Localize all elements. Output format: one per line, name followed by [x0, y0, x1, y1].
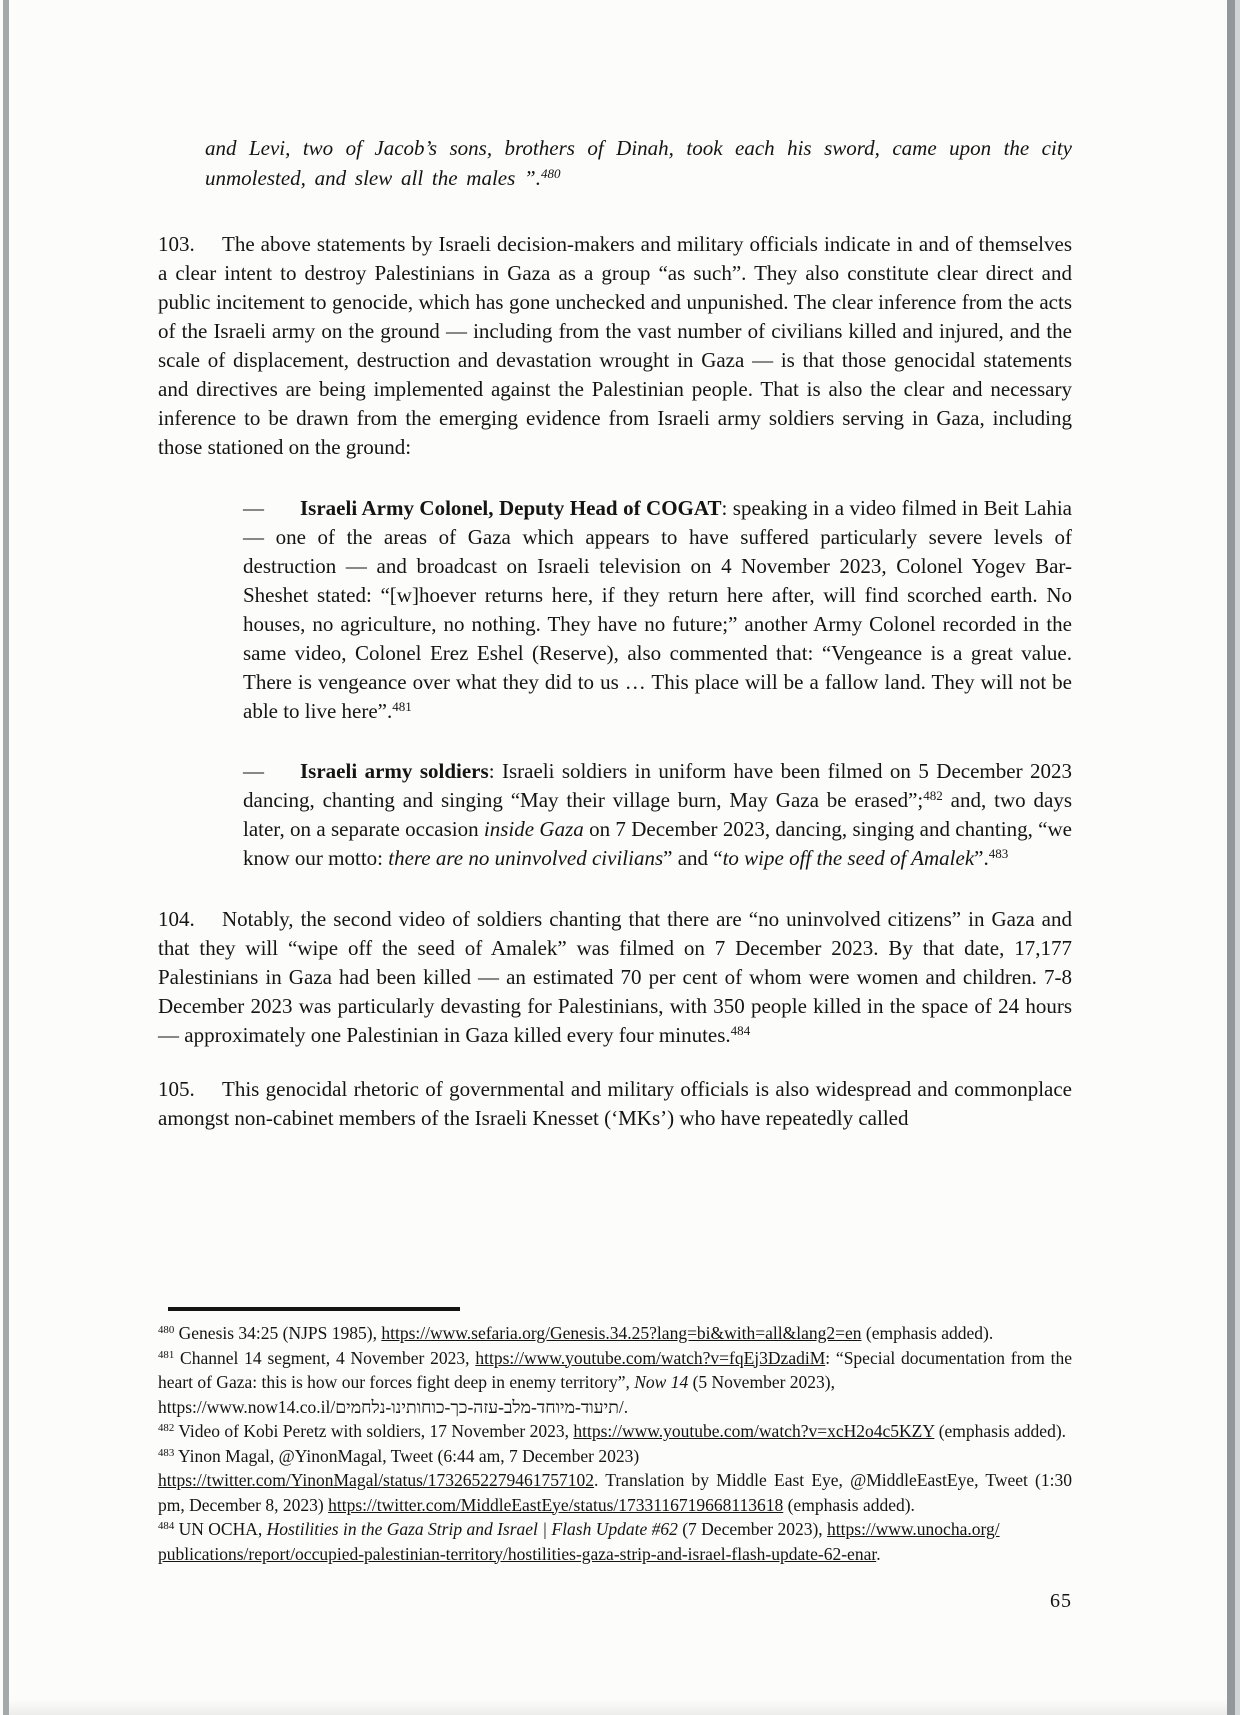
text-run: (5 November 2023), — [688, 1372, 835, 1392]
text-run: and, two days later, on a separate occasion — [243, 788, 1072, 841]
text-run: Israeli Army Colonel, Deputy Head of COGAT — [300, 496, 722, 520]
paragraph-number: 105. — [158, 1077, 195, 1101]
footnote-480 — [158, 1321, 1072, 1346]
footnote-ref: 480 — [158, 1324, 175, 1337]
text-run: inside Gaza — [483, 817, 584, 841]
footnote-ref: 484 — [730, 1022, 751, 1038]
text-run: UN OCHA, — [174, 1519, 267, 1539]
bullet-dash: — — [243, 759, 264, 783]
paragraph-103 — [158, 230, 1072, 462]
text-run: on 7 December 2023, dancing, singing and chanting, “we know our motto: — [243, 817, 1072, 870]
text-run: there are no uninvolved civilians — [388, 846, 664, 870]
paragraph-104 — [158, 905, 1072, 1050]
scan-right-edge-light — [1235, 0, 1240, 1715]
text-run: Yinon Magal, @YinonMagal, Tweet (6:44 am, 7 December 2023) — [174, 1445, 640, 1466]
footnote-ref: 484 — [158, 1520, 175, 1533]
text-run: Israeli army soldiers — [300, 759, 489, 783]
text-run: : Israeli soldiers in uniform have been filmed on 5 December 2023 dancing, chanting and singing “May their village burn, May Gaza be erased”; — [243, 759, 1072, 812]
text-run: Video of Kobi Peretz with soldiers, 17 November 2023, — [174, 1421, 574, 1441]
text-run: . Translation by Middle East Eye, @MiddleEastEye, Tweet (1:30 pm, December 8, 2023) — [158, 1470, 1072, 1515]
text-run: (emphasis added). — [861, 1323, 994, 1343]
bullet-text — [243, 759, 1072, 870]
paragraph-number: 104. — [158, 907, 195, 931]
text-run: (emphasis added). — [934, 1421, 1067, 1441]
bullet-army-colonel-cogat — [243, 494, 1072, 726]
footnote-ref: 481 — [158, 1348, 175, 1361]
text-run: : “Special documentation from the heart of Gaza: this is how our forces fight deep in enemy territory”, — [158, 1347, 1072, 1392]
footnote-484 — [158, 1517, 1072, 1566]
page-number: 65 — [1050, 1590, 1072, 1612]
text-run: This genocidal rhetoric of governmental and military officials is also widespread and commonplace amongst non-cabinet members of the Israeli Knesset (‘MKs’) who have repeatedly called — [158, 1077, 1072, 1130]
text-run: https://www.now14.co.il/תיעוד-מיוחד-מלב-עזה-כך-כוחותינו-נלחמים/. — [158, 1396, 629, 1417]
bullet-dash: — — [243, 496, 264, 520]
block-quote — [205, 133, 1072, 193]
footnote-separator — [168, 1307, 460, 1311]
bullet-text — [243, 496, 1072, 723]
link-url[interactable]: https://www.youtube.com/watch?v=xcH2o4c5KZY — [573, 1421, 935, 1441]
footnote-ref: 481 — [392, 698, 412, 714]
text-run: (7 December 2023), — [677, 1519, 828, 1539]
footnote-482 — [158, 1419, 1072, 1444]
text-run: Channel 14 segment, 4 November 2023, — [174, 1347, 476, 1368]
footnote-483 — [158, 1444, 1072, 1518]
text-run: and Levi, two of Jacob’s sons, brothers of Dinah, took each his sword, came upon the city unmolested, and slew all the males ”. — [205, 136, 1072, 190]
paragraph-text — [158, 232, 1072, 459]
footnote-481 — [158, 1346, 1072, 1420]
text-run: The above statements by Israeli decision-makers and military officials indicate in and of themselves a clear intent to destroy Palestinians in Gaza as a group “as such”. They also constitute clear direct and public incitement to genocide, which has gone unchecked and unpunished. The clear inference from the acts of the Israeli army on the ground — including from the vast number of civilians killed and injured, and the scale of displacement, destruction and devastation wrought in Gaza — is that those genocidal statements and directives are being implemented against the Palestinian people. That is also the clear and necessary inference to be drawn from the emerging evidence from Israeli army soldiers serving in Gaza, including those stationed on the ground: — [158, 232, 1072, 459]
footnote-ref: 483 — [988, 845, 1009, 861]
text-run: Notably, the second video of soldiers chanting that there are “no uninvolved citizens” in Gaza and that they will “wipe off the seed of Amalek” was filmed on 7 December 2023. By that date, 17,177 Palestinians in Gaza had been killed — an estimated 70 per cent of whom were women and children. 7-8 December 2023 was particularly devasting for Palestinians, with 350 people killed in the space of 24 hours — approximately one Palestinian in Gaza killed every four minutes. — [158, 907, 1072, 1047]
footnote-ref: 482 — [158, 1422, 175, 1435]
link-url[interactable]: https://twitter.com/YinonMagal/status/1732652279461757102 — [158, 1470, 595, 1490]
footnote-ref: 482 — [923, 787, 943, 803]
text-run: Now 14 — [634, 1372, 689, 1392]
text-run: to wipe off the seed of Amalek — [722, 846, 975, 870]
text-run: Hostilities in the Gaza Strip and Israel | Flash Update #62 — [266, 1519, 678, 1539]
scan-bottom-shade — [9, 1700, 1227, 1715]
bullet-army-soldiers — [243, 757, 1072, 873]
scan-left-edge — [3, 0, 9, 1715]
link-url[interactable]: https://www.unocha.org/ — [827, 1519, 1000, 1539]
paragraph-number: 103. — [158, 232, 195, 256]
footnote-ref: 480 — [540, 165, 561, 181]
footnotes-section — [158, 1321, 1072, 1566]
paragraph-105 — [158, 1075, 1072, 1133]
footnote-ref: 483 — [158, 1446, 175, 1459]
text-run: ” and “ — [663, 846, 723, 870]
scan-right-edge — [1227, 0, 1235, 1715]
link-url[interactable]: https://twitter.com/MiddleEastEye/status/1733116719668113618 — [328, 1494, 784, 1515]
paragraph-text — [158, 1077, 1072, 1130]
link-url[interactable]: https://www.youtube.com/watch?v=fqEj3DzadiM — [475, 1347, 826, 1368]
text-run: ”. — [974, 846, 989, 870]
paragraph-text — [158, 907, 1072, 1047]
text-run: Genesis 34:25 (NJPS 1985), — [174, 1323, 382, 1343]
text-run: : speaking in a video filmed in Beit Lahia — one of the areas of Gaza which appears to have suffered particularly severe levels of destruction — and broadcast on Israeli television on 4 November 2023, Colonel Yogev Bar-Sheshet stated: “[w]hoever returns here, if they return here after, will find scorched earth. No houses, no agriculture, no nothing. They have no future;” another Army Colonel recorded in the same video, Colonel Erez Eshel (Reserve), also commented that: “Vengeance is a great value. There is vengeance over what they did to us … This place will be a fallow land. They will not be able to live here”. — [243, 496, 1072, 723]
text-run: (emphasis added). — [783, 1494, 915, 1515]
text-run: . — [876, 1543, 881, 1564]
link-url[interactable]: publications/report/occupied-palestinian-territory/hostilities-gaza-strip-and-israel-flash-update-62-enar — [158, 1543, 877, 1564]
link-url[interactable]: https://www.sefaria.org/Genesis.34.25?lang=bi&with=all&lang2=en — [381, 1323, 862, 1343]
